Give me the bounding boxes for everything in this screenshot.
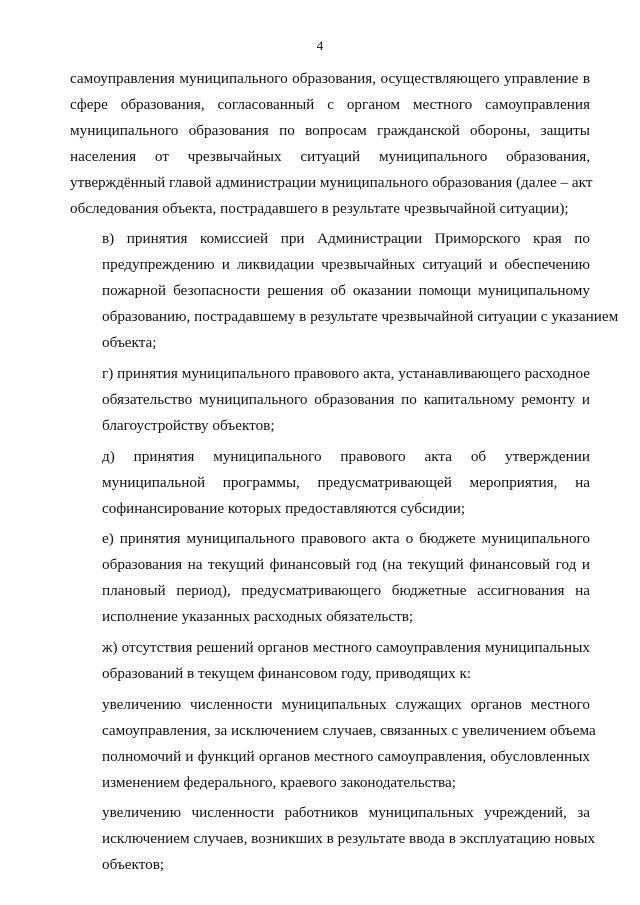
text-line: образованию, пострадавшему в результате чрезвычайной ситуации с указанием	[102, 308, 619, 326]
paragraph-subitem-staff	[70, 692, 596, 796]
text-line: объектов;	[102, 856, 165, 874]
page-number: 4	[316, 38, 324, 53]
text-line: обязательство муниципального образования по капитальному ремонту и	[102, 390, 590, 408]
text-line: увеличению численности работников муниципальных учреждений, за	[102, 804, 590, 822]
text-line: предупреждению и ликвидации чрезвычайных ситуаций и обеспечению	[102, 256, 590, 274]
paragraph-item-g	[70, 361, 590, 439]
text-line: д) принятия муниципального правового акта об утверждении	[102, 447, 590, 465]
text-line: увеличению численности муниципальных служащих органов местного	[102, 695, 590, 713]
paragraph-continuation	[70, 66, 593, 221]
text-line: муниципального образования по вопросам гражданской обороны, защиты	[70, 121, 590, 139]
text-line: ж) отсутствия решений органов местного самоуправления муниципальных	[102, 639, 590, 657]
paragraph-item-d	[70, 444, 590, 522]
text-line: муниципальной программы, предусматривающей мероприятия, на	[102, 473, 590, 491]
text-line: образования на текущий финансовый год (на текущий финансовый год и	[102, 556, 590, 574]
text-line: самоуправления муниципального образования, осуществляющего управление в	[70, 70, 590, 87]
text-line: исполнение указанных расходных обязательств;	[102, 608, 414, 626]
text-line: образований в текущем финансовом году, приводящих к:	[102, 664, 472, 682]
text-line: благоустройству объектов;	[102, 416, 275, 434]
text-line: сфере образования, согласованный с органом местного самоуправления	[70, 95, 590, 113]
text-line: обследования объекта, пострадавшего в результате чрезвычайной ситуации);	[70, 199, 569, 217]
text-line: софинансирование которых предоставляются субсидии;	[102, 499, 466, 517]
text-line: изменением федерального, краевого законодательства;	[102, 773, 456, 791]
text-line: самоуправления, за исключением случаев, связанных с увеличением объема	[102, 721, 596, 739]
paragraph-item-v	[70, 226, 619, 356]
text-line: полномочий и функций органов местного самоуправления, обусловленных	[102, 747, 590, 765]
text-line: в) принятия комиссией при Администрации Приморского края по	[102, 230, 590, 248]
document-body	[70, 66, 619, 883]
text-line: утверждённый главой администрации муниципального образования (далее – акт	[70, 173, 593, 191]
text-line: исключением случаев, возникших в результате ввода в эксплуатацию новых	[102, 830, 596, 848]
text-line: г) принятия муниципального правового акта, устанавливающего расходное	[102, 364, 590, 382]
text-line: объекта;	[102, 334, 157, 352]
paragraph-subitem-workers	[70, 800, 596, 878]
text-line: населения от чрезвычайных ситуаций муниципального образования,	[70, 147, 590, 165]
paragraph-item-zh	[70, 635, 590, 687]
text-line: плановый период), предусматривающего бюджетные ассигнования на	[102, 582, 590, 600]
text-line: е) принятия муниципального правового акта о бюджете муниципального	[102, 530, 590, 548]
paragraph-item-e	[70, 526, 590, 630]
text-line: пожарной безопасности решения об оказании помощи муниципальному	[102, 282, 590, 300]
